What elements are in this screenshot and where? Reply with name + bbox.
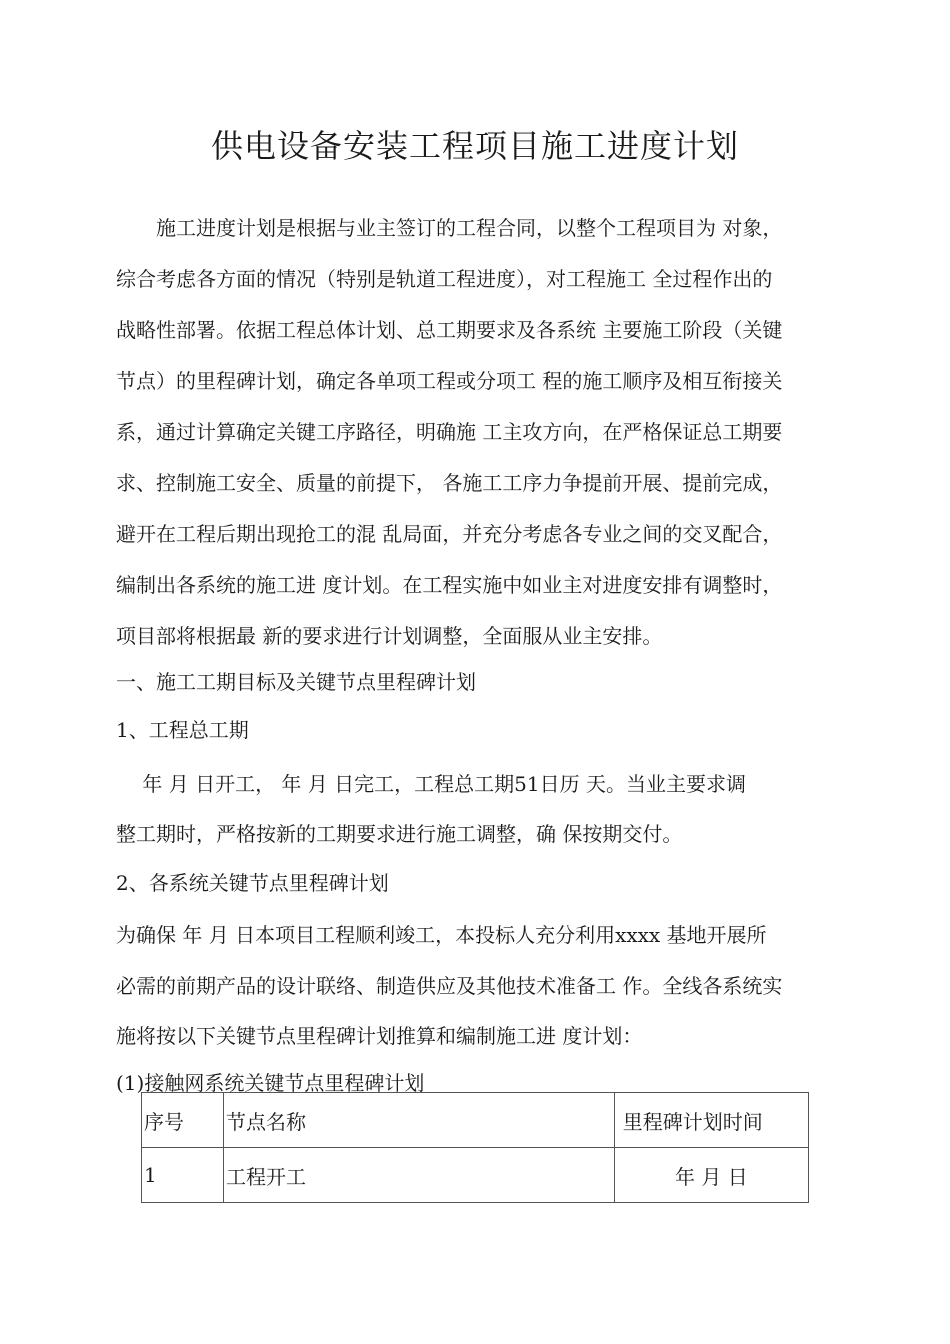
- cell-node-name: 工程开工: [224, 1148, 615, 1203]
- document-title: 供电设备安装工程项目施工进度计划: [210, 127, 739, 165]
- paragraph-line: 必需的前期产品的设计联络、制造供应及其他技术准备工 作。全线各系统实: [116, 974, 783, 998]
- paragraph-line: 为确保 年 月 日本项目工程顺利竣工，本投标人充分利用xxxx 基地开展所: [116, 923, 767, 947]
- header-cell-milestone-time: 里程碑计划时间: [614, 1093, 808, 1148]
- paragraph-line: 综合考虑各方面的情况（特别是轨道工程进度），对工程施工 全过程作出的: [116, 267, 773, 291]
- cell-milestone-time: 年 月 日: [614, 1148, 808, 1203]
- table-caption: (1)接触网系统关键节点里程碑计划: [116, 1071, 425, 1095]
- subsection-heading: 2、各系统关键节点里程碑计划: [116, 871, 389, 895]
- paragraph-line: 年 月 日开工， 年 月 日完工，工程总工期51日历 天。当业主要求调: [116, 772, 746, 796]
- cell-number: 1: [142, 1148, 224, 1203]
- paragraph-line: 整工期时，严格按新的工期要求进行施工调整，确 保按期交付。: [116, 822, 683, 846]
- milestone-table: [141, 1092, 809, 1203]
- paragraph-line: 系，通过计算确定关键工序路径，明确施 工主攻方向，在严格保证总工期要: [116, 420, 783, 444]
- paragraph-line: 求、控制施工安全、质量的前提下， 各施工工序力争提前开展、提前完成，: [116, 471, 783, 495]
- paragraph-line: 项目部将根据最 新的要求进行计划调整，全面服从业主安排。: [116, 624, 663, 648]
- table-header-row: [142, 1093, 809, 1148]
- table-row: [142, 1148, 809, 1203]
- paragraph-line: 施工进度计划是根据与业主签订的工程合同，以整个工程项目为 对象，: [116, 216, 783, 240]
- paragraph-line: 编制出各系统的施工进 度计划。在工程实施中如业主对进度安排有调整时，: [116, 573, 783, 597]
- section-heading: 一、施工工期目标及关键节点里程碑计划: [116, 670, 476, 694]
- header-cell-number: 序号: [142, 1093, 224, 1148]
- paragraph-line: 战略性部署。依据工程总体计划、总工期要求及各系统 主要施工阶段（关键: [116, 318, 783, 342]
- paragraph-line: 施将按以下关键节点里程碑计划推算和编制施工进 度计划：: [116, 1024, 643, 1048]
- paragraph-line: 节点）的里程碑计划，确定各单项工程或分项工 程的施工顺序及相互衔接关: [116, 369, 783, 393]
- paragraph-line: 避开在工程后期出现抢工的混 乱局面，并充分考虑各专业之间的交叉配合，: [116, 522, 783, 546]
- header-cell-node-name: 节点名称: [224, 1093, 615, 1148]
- subsection-heading: 1、工程总工期: [116, 718, 249, 742]
